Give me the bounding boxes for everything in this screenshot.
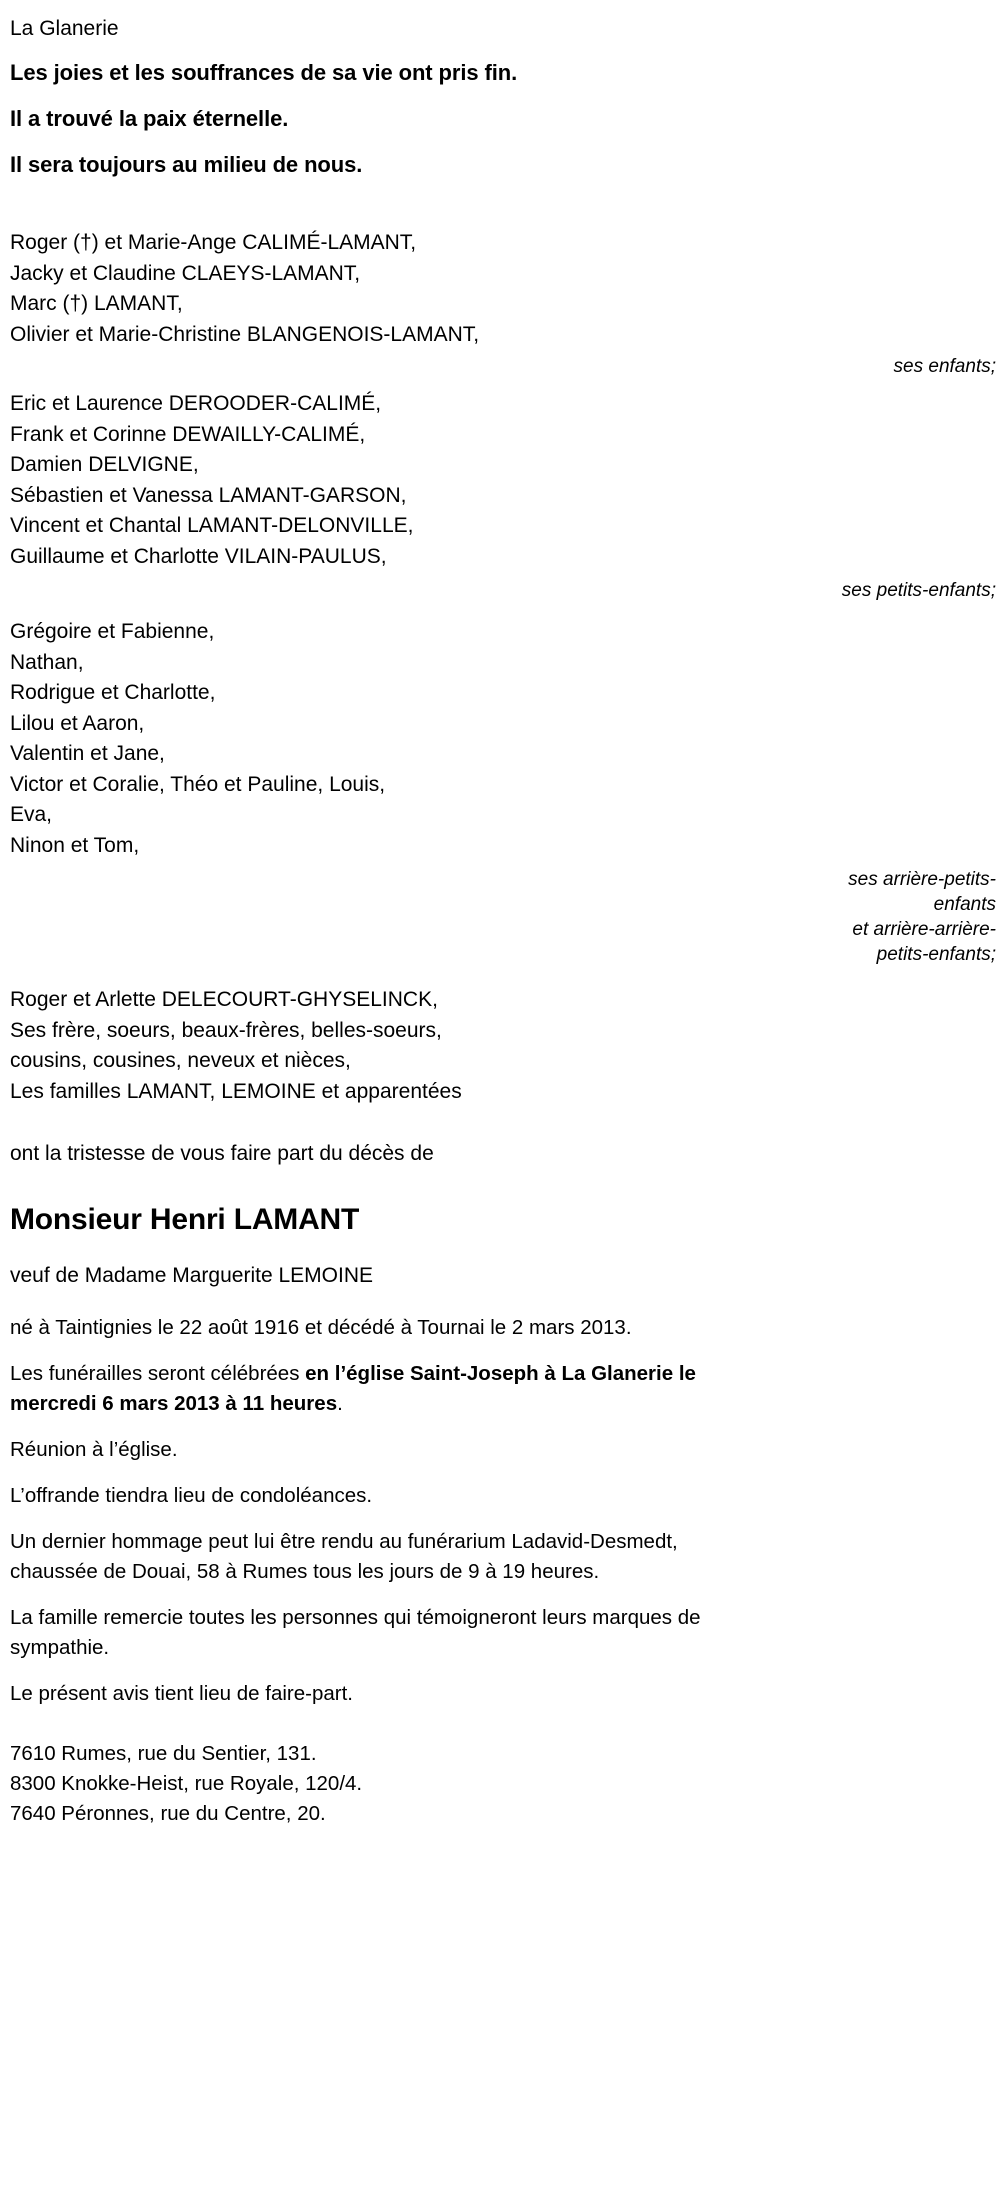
spacer <box>10 1239 1000 1261</box>
relation-label-line: petits-enfants; <box>876 944 996 965</box>
relation-label-line: enfants <box>933 894 996 915</box>
extended-family-list <box>10 985 1000 1107</box>
grandchildren-names-list <box>10 389 1000 572</box>
family-name-line: Olivier et Marie-Christine BLANGENOIS-LAMANT, <box>10 322 480 346</box>
address-line: 7610 Rumes, rue du Sentier, 131. <box>10 1742 317 1765</box>
family-name-line: Jacky et Claudine CLAEYS-LAMANT, <box>10 261 361 285</box>
announcement-text: ont la tristesse de vous faire part du décès de <box>10 1142 434 1165</box>
verse-block <box>10 58 1000 180</box>
family-name-line: Frank et Corinne DEWAILLY-CALIMÉ, <box>10 422 366 446</box>
family-name-line: Nathan, <box>10 650 84 674</box>
relation-label-children: ses enfants; <box>893 356 996 377</box>
family-name-line: Grégoire et Fabienne, <box>10 620 215 643</box>
family-name-line: Lilou et Aaron, <box>10 711 145 735</box>
address-line: 8300 Knokke-Heist, rue Royale, 120/4. <box>10 1772 363 1795</box>
address-list <box>10 1739 1000 1829</box>
address-line: 7640 Péronnes, rue du Centre, 20. <box>10 1802 326 1825</box>
family-name-line: Ninon et Tom, <box>10 833 140 857</box>
detail-line: Le présent avis tient lieu de faire-part. <box>10 1682 353 1705</box>
funeral-prefix: Les funérailles seront célébrées <box>10 1362 306 1385</box>
relation-label-great-grandchildren <box>10 867 1000 967</box>
family-name-line: Rodrigue et Charlotte, <box>10 681 216 704</box>
family-name-line: Valentin et Jane, <box>10 742 165 765</box>
spacer <box>10 1107 1000 1139</box>
detail-line: Un dernier hommage peut lui être rendu au funérarium Ladavid-Desmedt, chaussée de Douai, 58 à Rumes tous les jours de 9 à 19 heures. <box>10 1530 678 1583</box>
family-name-line: Ses frère, soeurs, beaux-frères, belles-soeurs, <box>10 1018 442 1042</box>
relation-label-line: et arrière-arrière- <box>852 919 996 940</box>
funeral-details-bold: en l’église Saint-Joseph à La Glanerie le mercredi 6 mars 2013 à 11 heures <box>10 1362 696 1415</box>
spacer <box>10 1169 1000 1201</box>
family-name-line: Vincent et Chantal LAMANT-DELONVILLE, <box>10 514 414 537</box>
funeral-suffix: . <box>337 1392 343 1415</box>
funeral-line <box>10 1359 710 1419</box>
family-name-line: cousins, cousines, neveux et nièces, <box>10 1049 351 1072</box>
deceased-name: Monsieur Henri LAMANT <box>10 1203 360 1236</box>
verse-line: Les joies et les souffrances de sa vie ont pris fin. <box>10 60 518 85</box>
family-name-line: Marc (†) LAMANT, <box>10 292 183 315</box>
detail-line: Réunion à l’église. <box>10 1438 178 1461</box>
spacer <box>10 196 1000 228</box>
relation-label-grandchildren: ses petits-enfants; <box>841 580 996 601</box>
detail-line: La famille remercie toutes les personnes qui témoigneront leurs marques de sympathie. <box>10 1606 701 1659</box>
family-name-line: Roger et Arlette DELECOURT-GHYSELINCK, <box>10 988 438 1011</box>
birth-death-line: né à Taintignies le 22 août 1916 et décédé à Tournai le 2 mars 2013. <box>10 1316 632 1339</box>
great-grandchildren-names-list <box>10 617 1000 861</box>
verse-line: Il sera toujours au milieu de nous. <box>10 152 363 177</box>
family-name-line: Roger (†) et Marie-Ange CALIMÉ-LAMANT, <box>10 231 417 254</box>
spacer <box>10 1291 1000 1313</box>
spacer <box>10 1725 1000 1739</box>
family-name-line: Les familles LAMANT, LEMOINE et apparentées <box>10 1079 462 1103</box>
children-names-list <box>10 228 1000 350</box>
family-name-line: Eva, <box>10 803 53 826</box>
spouse-line: veuf de Madame Marguerite LEMOINE <box>10 1264 373 1287</box>
relation-label-line: ses arrière-petits- <box>848 869 996 890</box>
family-name-line: Sébastien et Vanessa LAMANT-GARSON, <box>10 483 407 507</box>
family-name-line: Damien DELVIGNE, <box>10 453 199 476</box>
detail-line: L’offrande tiendra lieu de condoléances. <box>10 1484 373 1507</box>
family-name-line: Eric et Laurence DEROODER-CALIMÉ, <box>10 392 382 415</box>
verse-line: Il a trouvé la paix éternelle. <box>10 106 289 131</box>
city-label: La Glanerie <box>10 17 119 40</box>
family-name-line: Victor et Coralie, Théo et Pauline, Louis, <box>10 772 386 796</box>
family-name-line: Guillaume et Charlotte VILAIN-PAULUS, <box>10 544 387 568</box>
